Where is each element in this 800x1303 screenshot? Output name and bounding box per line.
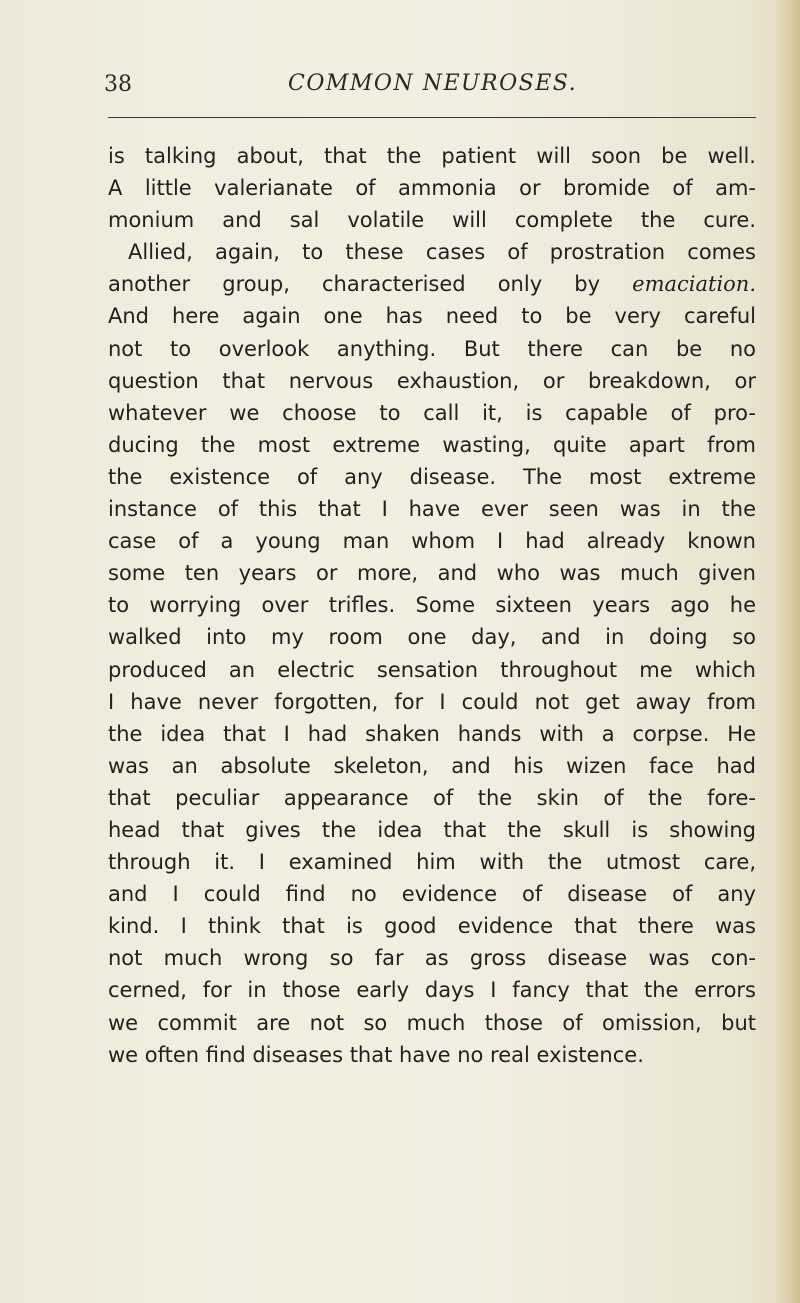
text-line: not to overlook anything. But there can be no [108,336,756,361]
text-line: walked into my room one day, and in doing so [108,625,756,650]
text-line: the existence of any disease. The most extreme [108,464,756,489]
text-line: I have never forgotten, for I could not get away from [108,689,756,714]
text-line: instance of this that I have ever seen was in the [108,497,756,522]
running-title: COMMON NEUROSES. [288,71,578,96]
text-line: that peculiar appearance of the skin of the fore- [108,785,756,810]
text-line: cerned, for in those early days I fancy that the errors [108,978,756,1003]
text-line: we commit are not so much those of omission, but [108,1010,756,1035]
text-line: A little valerianate of ammonia or bromide of am- [108,176,756,201]
text-line: we often find diseases that have no real existence. [108,1042,644,1067]
body-paragraphs [108,140,756,1071]
text-line: produced an electric sensation throughout me which [108,657,756,682]
text-line: to worrying over trifles. Some sixteen years ago he [108,593,756,618]
text-line: And here again one has need to be very careful [108,304,756,329]
page-edge-shadow [774,0,800,1303]
header-rule [108,117,756,118]
text-line: Allied, again, to these cases of prostration comes [128,240,756,265]
text-line: some ten years or more, and who was much given [108,561,756,586]
text-line: through it. I examined him with the utmost care, [108,850,756,875]
text-line: the idea that I had shaken hands with a corpse. He [108,721,756,746]
emphasis-text: emaciation. [632,272,756,297]
page-number: 38 [104,72,132,97]
text-line: is talking about, that the patient will soon be well. [108,144,756,168]
text-line [108,268,756,300]
text-line: question that nervous exhaustion, or breakdown, or [108,368,756,393]
text-line: whatever we choose to call it, is capable of pro- [108,400,756,425]
text-line: not much wrong so far as gross disease was con- [108,946,756,971]
text-line: head that gives the idea that the skull is showing [108,817,756,842]
text-line: monium and sal volatile will complete the cure. [108,208,756,233]
text-line: and I could find no evidence of disease of any [108,882,756,907]
text-line: kind. I think that is good evidence that there was [108,914,756,939]
text-line: ducing the most extreme wasting, quite apart from [108,432,756,457]
text-line: case of a young man whom I had already known [108,529,756,554]
text-line: was an absolute skeleton, and his wizen face had [108,753,756,778]
text-segment: another group, characterised only by [108,272,601,297]
